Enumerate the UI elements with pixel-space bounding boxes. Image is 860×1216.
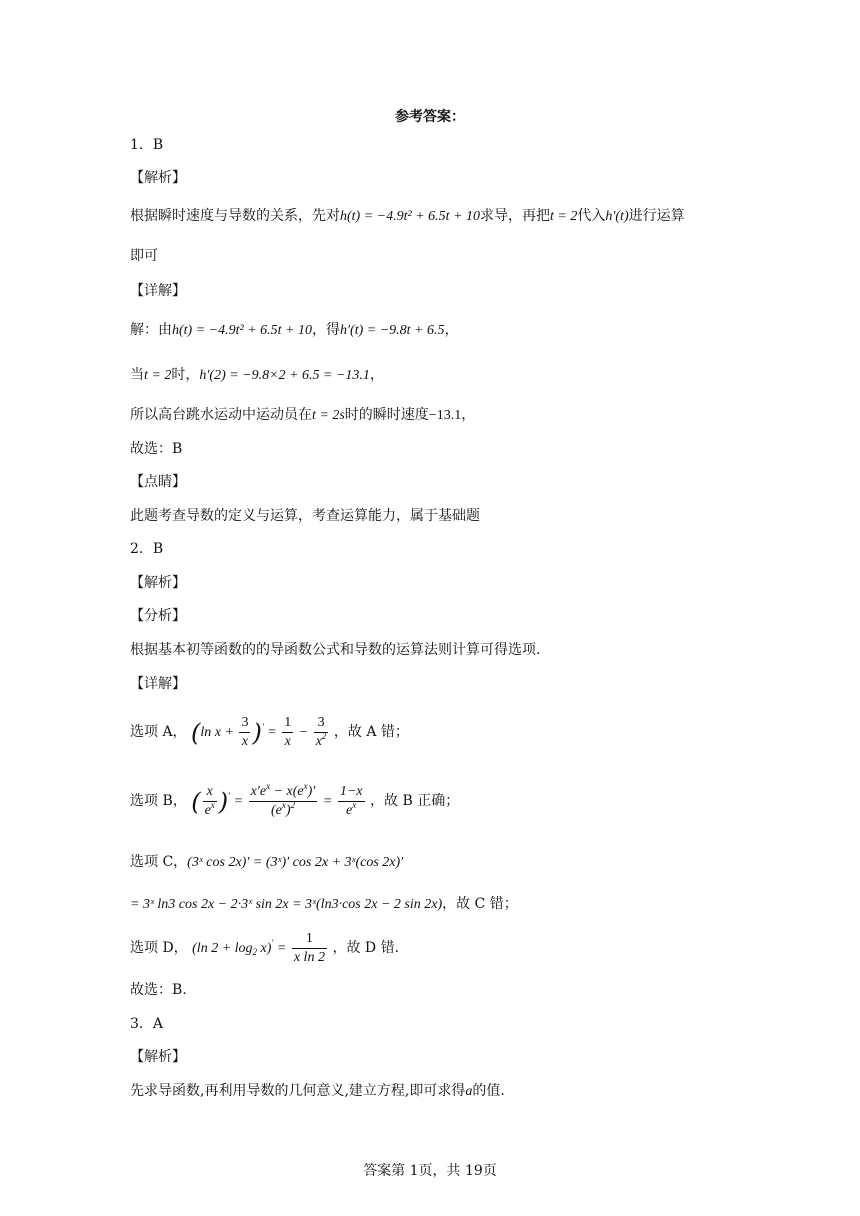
q1-step1-end: ， [444,322,459,338]
q1-dianjing: 此题考查导数的定义与运算，考查运算能力，属于基础题 [130,508,480,524]
q2-option-a [130,710,409,754]
q1-step2 [130,365,384,386]
q1-jiexi-pre: 根据瞬时速度与导数的关系，先对 [130,208,340,224]
q2-option-b-formula: ( $\frac{x}{e^x}$ )′ = $\frac{x'e^x - x(e^x)'}{(e^x)^2}$ = $\frac{1-x}{e^x}$ [191,781,363,819]
q1-step1 [130,320,459,341]
q1-step3 [130,405,475,426]
q2-number: 2．B [130,541,164,557]
page-footer: 答案第 1页，共 19页 [363,1163,497,1179]
q2-option-b-label: 选项 B， [130,793,187,809]
q1-jiexi-line1 [130,206,685,227]
q1-jiexi-hp: h′(t) [605,209,629,224]
q1-jiexi-mid1: 求导，再把 [479,208,550,224]
q2-option-d-formula: (ln $2 + \log_2 x)'$ = $\frac{1}{\text{x ln 2}}$ [192,931,325,966]
q1-step2-calc: h′(2) = −9.8×2 + 6.5 = −13.1 [199,368,370,383]
q1-jiexi-post: 进行运算 [628,208,685,224]
q1-step1-func: h(t) = −4.9t² + 6.5t + 10 [172,323,312,338]
q1-step1-deriv: h′(t) = −9.8t + 6.5 [339,323,445,338]
q2-option-c-expr: (3ˣ cos 2x)′ = (3ˣ)′ cos 2x + 3ˣ(cos 2x)′ [187,855,404,870]
q2-option-b [130,776,459,826]
q3-jiexi [130,1081,505,1102]
q2-option-c-label: 选项 C， [130,854,188,870]
q1-step2-t: t = 2 [144,368,172,383]
q2-option-a-formula: (ln x + $\frac{3}{x}$ )′ = $\frac{1}{x}$ − $\frac{3}{x^2}$ [191,715,327,750]
q1-step2-pre: 当 [130,367,144,383]
q1-tag-jiexi: 【解析】 [130,170,186,186]
q1-step3-t: t = 2s [312,408,345,423]
q2-tag-jiexi: 【解析】 [130,575,186,591]
q1-step3-mid: 时的瞬时速度 [344,407,429,423]
q1-answer: 故选：B [130,441,183,457]
q1-jiexi-func: h(t) = −4.9t² + 6.5t + 10 [340,209,480,224]
q3-tag-jiexi: 【解析】 [130,1049,186,1065]
q1-jiexi-t: t = 2 [549,209,578,224]
q2-answer: 故选：B. [130,982,187,998]
q1-step2-mid: 时， [171,367,200,383]
q1-step1-mid: ，得 [311,322,340,338]
q2-option-c-line2 [130,894,518,915]
q1-step2-end: ， [369,367,384,383]
q2-tag-xiangjie: 【详解】 [130,676,186,692]
q2-option-c-line2-expr: = 3ˣ ln3 cos 2x − 2·3ˣ sin 2x = 3ˣ(ln3·cos 2x − 2 sin 2x) [130,897,443,912]
q3-jiexi-pre: 先求导函数,再利用导数的几何意义,建立方程,即可求得 [130,1083,466,1099]
q2-option-d [130,928,399,968]
q3-jiexi-var: a [465,1084,473,1099]
q3-jiexi-post: 的值. [472,1083,505,1099]
q1-step3-end: ， [461,407,476,423]
q1-step3-pre: 所以高台跳水运动中运动员在 [130,407,312,423]
q1-jiexi-line2: 即可 [130,248,158,264]
q2-option-b-result: ，故 B 正确； [370,793,460,809]
q2-option-d-result: ，故 D 错. [332,940,400,956]
page-title: 参考答案： [395,109,465,125]
q2-option-d-label: 选项 D， [130,940,188,956]
q2-fenxi: 根据基本初等函数的的导函数公式和导数的运算法则计算可得选项. [130,642,541,658]
q2-option-c [130,852,403,873]
q1-jiexi-mid2: 代入 [577,208,606,224]
q2-option-a-result: ，故 A 错； [333,724,409,740]
q1-tag-dianjing: 【点睛】 [130,474,186,490]
q1-tag-xiangjie: 【详解】 [130,283,186,299]
q3-number: 3．A [130,1016,164,1032]
q1-step3-val: −13.1 [428,408,462,423]
q2-tag-fenxi: 【分析】 [130,608,186,624]
q2-option-c-result: ，故 C 错； [442,896,518,912]
q1-step1-pre: 解：由 [130,322,172,338]
q2-option-a-label: 选项 A， [130,724,187,740]
q1-number: 1．B [130,137,164,153]
